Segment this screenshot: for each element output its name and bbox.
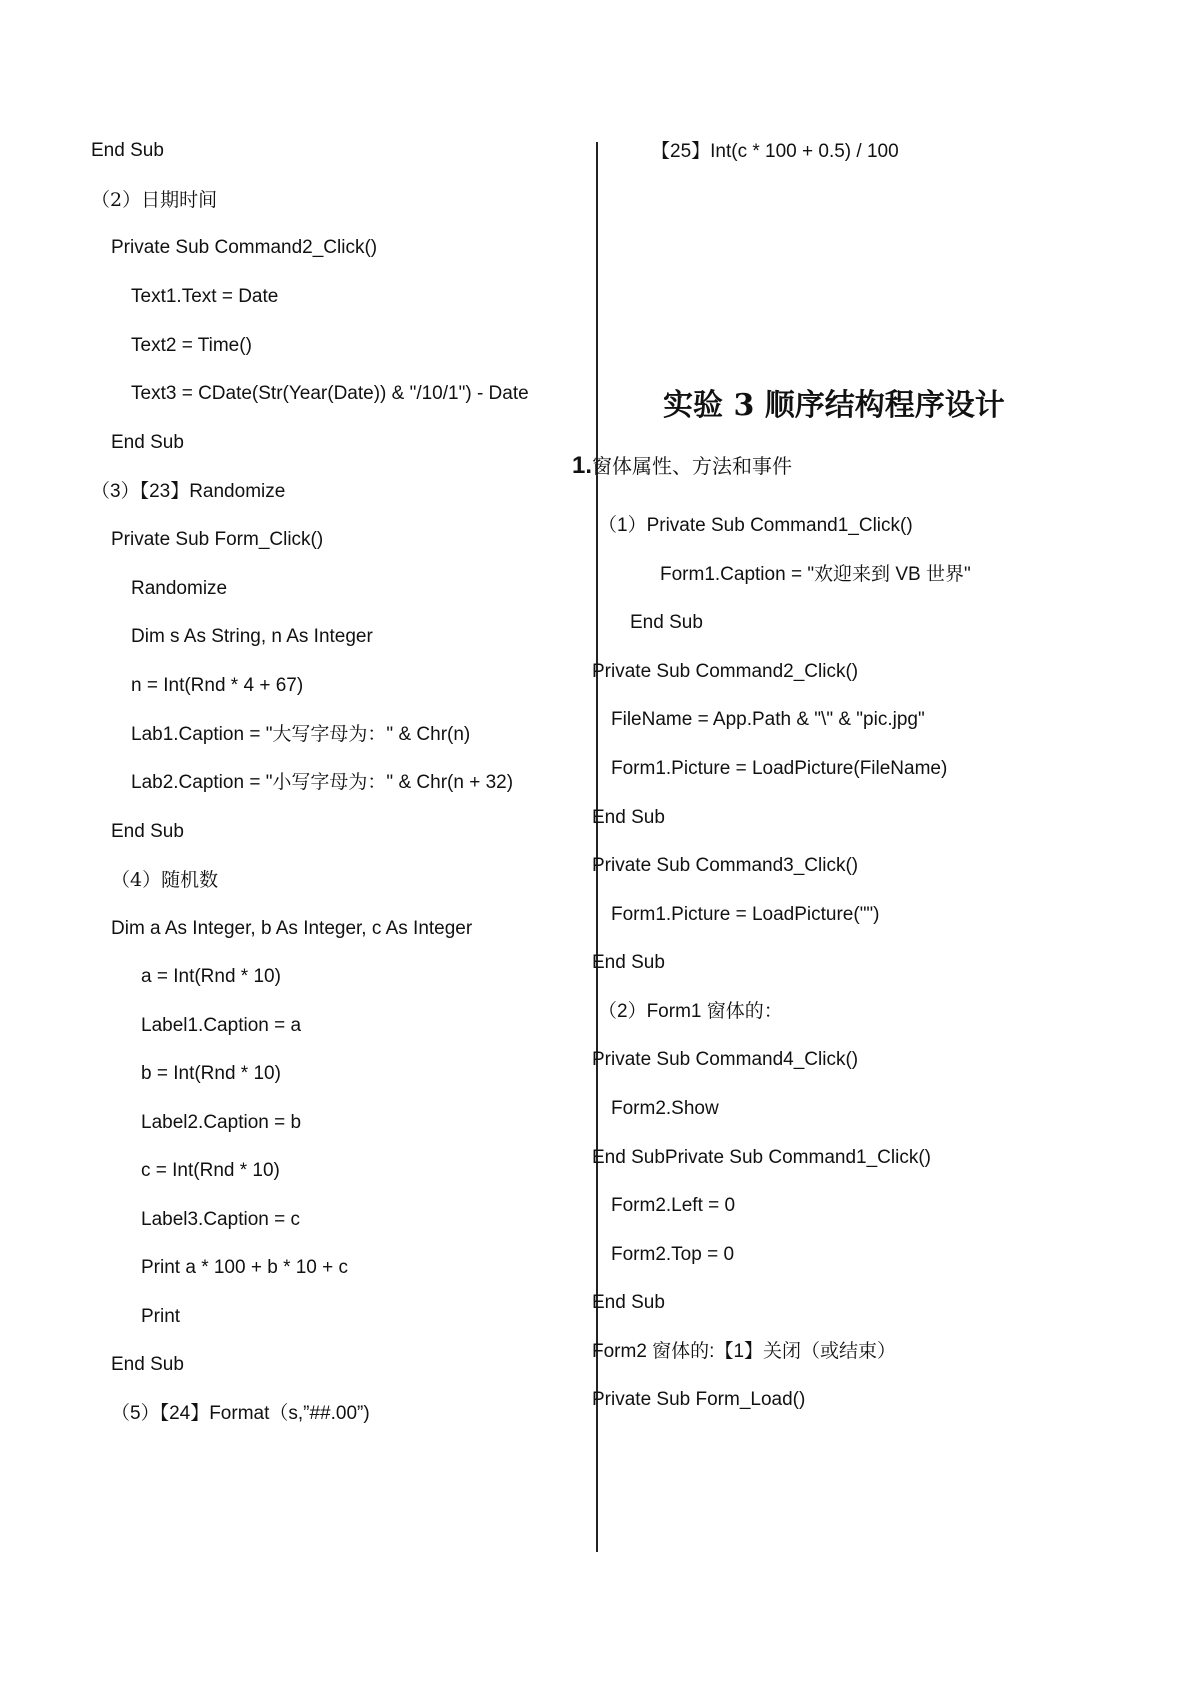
code-line: Lab2.Caption = "小写字母为：" & Chr(n + 32) [131,772,514,793]
code-line: End Sub [592,807,665,828]
code-line: End Sub [111,1354,184,1375]
code-line: End Sub [91,140,164,161]
code-line: Private Sub Command2_Click() [592,661,859,682]
code-line: Print a * 100 + b * 10 + c [141,1257,349,1278]
subsection-heading: （3）【23】Randomize [91,481,286,502]
code-line: Print [141,1306,181,1327]
code-line: c = Int(Rnd * 10) [141,1160,280,1181]
subsection-heading: （4）随机数 [111,869,219,891]
code-line: Private Sub Command2_Click() [111,237,378,258]
subsection-heading: （2）日期时间 [91,189,218,211]
section-title [572,453,792,480]
section-number: 1. [572,452,593,479]
code-line: Form1.Picture = LoadPicture("") [611,904,880,925]
code-line: Label2.Caption = b [141,1112,302,1133]
code-line: Label1.Caption = a [141,1015,302,1036]
code-line: Form1.Picture = LoadPicture(FileName) [611,758,948,779]
code-line: End Sub [111,432,184,453]
code-line: End Sub [592,1292,665,1313]
code-line: Lab1.Caption = "大写字母为：" & Chr(n) [131,724,471,745]
code-line: Label3.Caption = c [141,1209,300,1230]
code-line: Private Sub Command3_Click() [592,855,859,876]
code-line: Dim a As Integer, b As Integer, c As Integer [111,918,473,939]
code-line: b = Int(Rnd * 10) [141,1063,281,1084]
answer-line: 【25】Int(c * 100 + 0.5) / 100 [651,141,899,162]
code-line: Private Sub Form_Click() [111,529,324,550]
section-label: 窗体属性、方法和事件 [592,456,793,478]
code-line: End Sub [592,952,665,973]
code-line: End Sub [111,821,184,842]
chapter-heading: 实验 3 顺序结构程序设计 [663,388,1005,423]
code-line: Text1.Text = Date [131,286,279,307]
code-line: Private Sub Command4_Click() [592,1049,859,1070]
code-line: Text3 = CDate(Str(Year(Date)) & "/10/1") - Date [131,383,529,404]
code-line: FileName = App.Path & "\" & "pic.jpg" [611,709,925,730]
code-line: Dim s As String, n As Integer [131,626,373,647]
code-line: End SubPrivate Sub Command1_Click() [592,1147,931,1168]
code-line: Form2.Top = 0 [611,1244,735,1265]
subsection-heading: （5）【24】Format（s,”##.00”) [111,1403,370,1424]
code-line: n = Int(Rnd * 4 + 67) [131,675,304,696]
subsection-heading: （2）Form1 窗体的： [598,1001,783,1022]
subsection-heading: （1）Private Sub Command1_Click() [598,515,913,536]
code-line: Private Sub Form_Load() [592,1389,806,1410]
code-line: End Sub [630,612,703,633]
code-line: Text2 = Time() [131,335,252,356]
code-line: Form2.Left = 0 [611,1195,736,1216]
code-line: Randomize [131,578,228,599]
code-line: a = Int(Rnd * 10) [141,966,281,987]
code-line: Form1.Caption = "欢迎来到 VB 世界" [660,564,971,585]
code-line: Form2.Show [611,1098,719,1119]
subsection-heading: Form2 窗体的:【1】关闭（或结束） [592,1341,897,1362]
